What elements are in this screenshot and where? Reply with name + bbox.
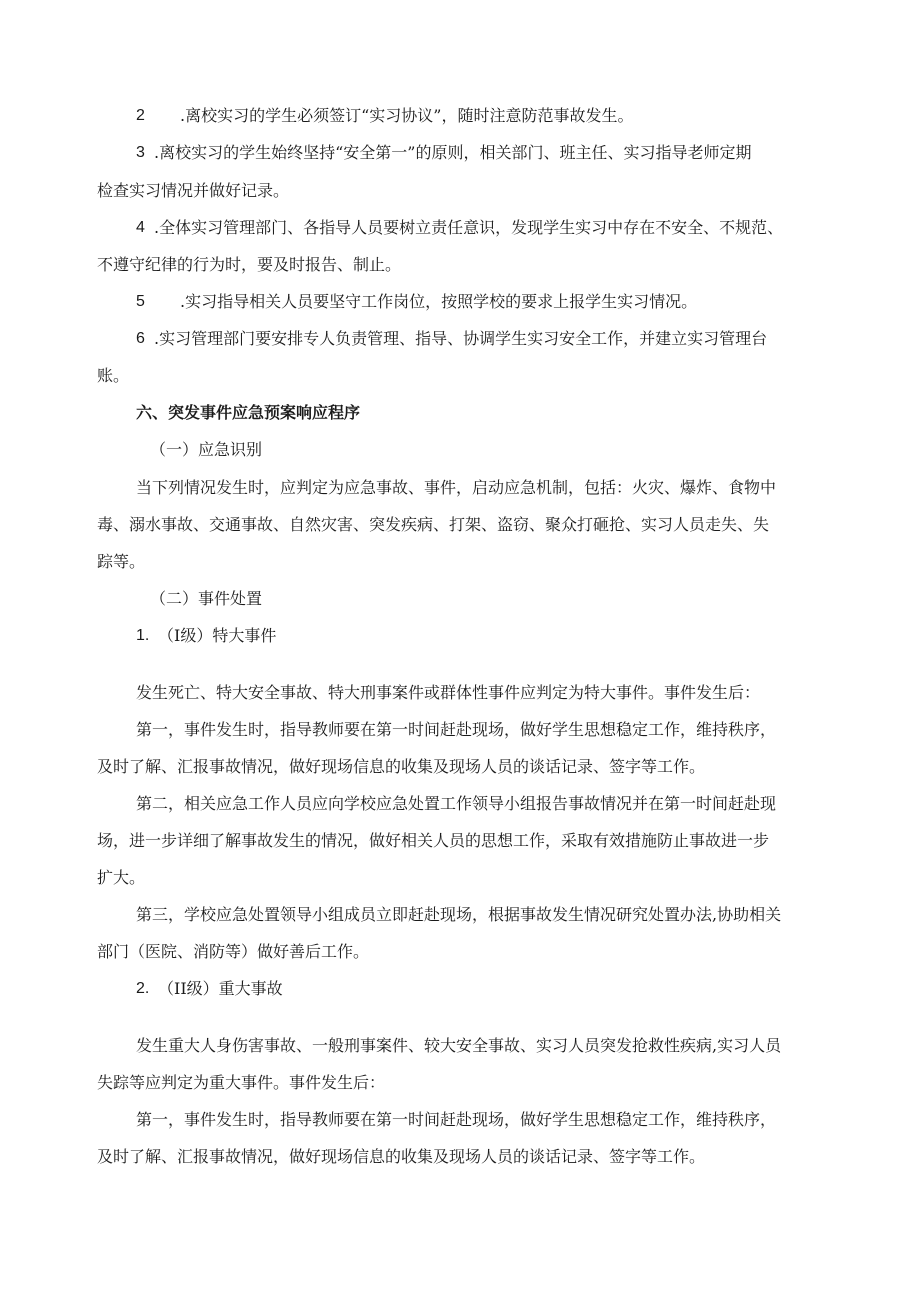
level1-intro: 发生死亡、特大安全事故、特大刑事案件或群体性事件应判定为特大事件。事件发生后： bbox=[136, 683, 761, 702]
identify-para-line2: 毒、溺水事故、交通事故、自然灾害、突发疾病、打架、盗窃、聚众打砸抢、实习人员走失、失 bbox=[97, 515, 770, 534]
item-number-5: 5 bbox=[136, 293, 145, 310]
level2-intro-line2: 失踪等应判定为重大事件。事件发生后： bbox=[97, 1073, 386, 1092]
level1-p2-line1: 第二，相关应急工作人员应向学校应急处置工作领导小组报告事故情况并在第一时间赶赴现 bbox=[136, 794, 777, 813]
item-text-3-line2: 检查实习情况并做好记录。 bbox=[97, 181, 290, 200]
item-number-2: 2 bbox=[136, 107, 145, 124]
item-number-4: 4 bbox=[136, 219, 145, 236]
level2-intro-line1: 发生重大人身伤害事故、一般刑事案件、较大安全事故、实习人员突发抢救性疾病,实习人员 bbox=[136, 1036, 782, 1055]
level2-p1-line2: 及时了解、汇报事故情况，做好现场信息的收集及现场人员的谈话记录、签字等工作。 bbox=[97, 1147, 706, 1166]
identify-para-line3: 踪等。 bbox=[97, 552, 146, 571]
identify-para-line1: 当下列情况发生时，应判定为应急事故、事件，启动应急机制，包括：火灾、爆炸、食物中 bbox=[136, 478, 777, 497]
level1-p1-line2: 及时了解、汇报事故情况，做好现场信息的收集及现场人员的谈话记录、签字等工作。 bbox=[97, 757, 706, 776]
item-text-3-line1: .离校实习的学生始终坚持“安全第一”的原则，相关部门、班主任、实习指导老师定期 bbox=[154, 143, 752, 162]
level2-title: （II级）重大事故 bbox=[158, 979, 283, 998]
section-heading: 六、突发事件应急预案响应程序 bbox=[136, 403, 361, 422]
level2-number: 2. bbox=[136, 980, 150, 997]
subsection-heading-handling: （二）事件处置 bbox=[150, 589, 263, 608]
level1-p2-line3: 扩大。 bbox=[97, 868, 146, 887]
item-text-4-line1: .全体实习管理部门、各指导人员要树立责任意识，发现学生实习中存在不安全、不规范、 bbox=[154, 218, 784, 237]
level1-title: （I级）特大事件 bbox=[158, 626, 277, 645]
subsection-heading-identify: （一）应急识别 bbox=[150, 440, 263, 459]
item-number-6: 6 bbox=[136, 330, 145, 347]
level1-p3-line1: 第三，学校应急处置领导小组成员立即赶赴现场，根据事故发生情况研究处置办法,协助相关 bbox=[136, 905, 782, 924]
level1-p1-line1: 第一，事件发生时，指导教师要在第一时间赶赴现场，做好学生思想稳定工作，维持秩序， bbox=[136, 720, 777, 739]
item-number-3: 3 bbox=[136, 144, 145, 161]
item-text-4-line2: 不遵守纪律的行为时，要及时报告、制止。 bbox=[97, 255, 402, 274]
item-text-5: .实习指导相关人员要坚守工作岗位，按照学校的要求上报学生实习情况。 bbox=[180, 292, 698, 311]
item-text-6-line2: 账。 bbox=[97, 366, 130, 385]
level2-p1-line1: 第一，事件发生时，指导教师要在第一时间赶赴现场，做好学生思想稳定工作，维持秩序， bbox=[136, 1110, 777, 1129]
level1-p3-line2: 部门（医院、消防等）做好善后工作。 bbox=[97, 942, 370, 961]
level1-number: 1. bbox=[136, 627, 150, 644]
item-text-6-line1: .实习管理部门要安排专人负责管理、指导、协调学生实习安全工作，并建立实习管理台 bbox=[154, 329, 768, 348]
level1-p2-line2: 场，进一步详细了解事故发生的情况，做好相关人员的思想工作，采取有效措施防止事故进一步 bbox=[97, 831, 770, 850]
item-text-2: .离校实习的学生必须签订“实习协议”，随时注意防范事故发生。 bbox=[180, 106, 634, 125]
